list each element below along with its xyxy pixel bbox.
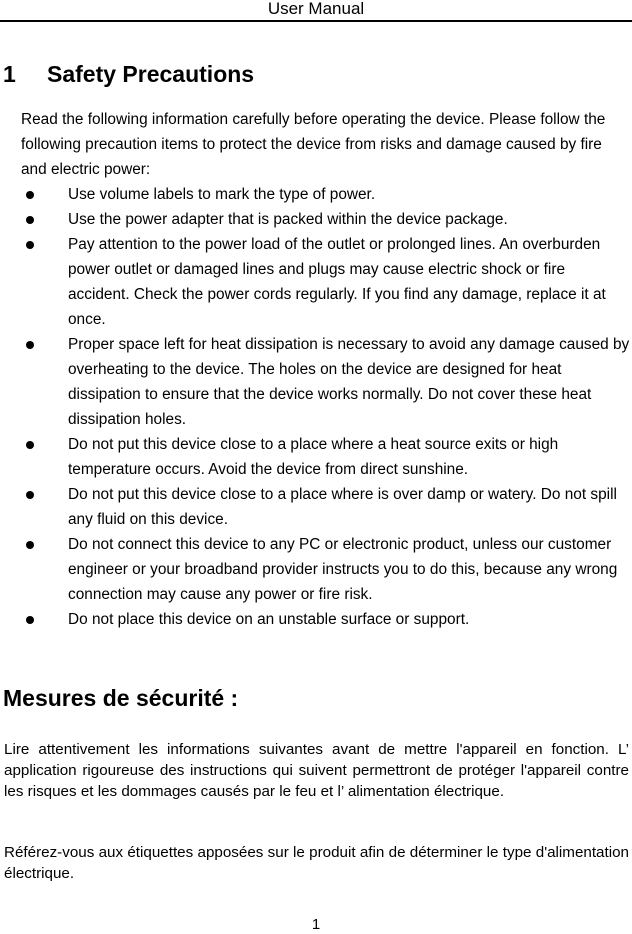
section-number: 1 (3, 61, 16, 87)
precaution-list (21, 182, 630, 632)
list-item: Use volume labels to mark the type of power. (21, 182, 630, 207)
section-title: Safety Precautions (47, 61, 255, 87)
header-title: User Manual (267, 0, 365, 18)
section-heading-safety (3, 60, 254, 88)
list-item: Do not put this device close to a place where a heat source exits or high temperature occurs. Avoid the device from direct sunshine. (21, 432, 630, 482)
bullet-icon (26, 441, 34, 449)
french-paragraph-1: Lire attentivement les informations suivantes avant de mettre l'appareil en fonction. L’ application rigoureuse des instructions qui suivent permettront de protéger l'appareil contre les risques et les dommages causés par le feu et l’ alimentation électrique. (4, 741, 629, 800)
list-item: Pay attention to the power load of the outlet or prolonged lines. An overburden power outlet or damaged lines and plugs may cause electric shock or fire accident. Check the power cords regularly. If you find any damage, replace it at once. (21, 232, 630, 332)
bullet-icon (26, 341, 34, 349)
bullet-icon (26, 491, 34, 499)
french-section-heading: Mesures de sécurité : (3, 685, 239, 711)
bullet-icon (26, 616, 34, 624)
bullet-icon (26, 216, 34, 224)
list-item: Do not place this device on an unstable surface or support. (21, 607, 630, 632)
list-item: Do not connect this device to any PC or electronic product, unless our customer engineer or your broadband provider instructs you to do this, because any wrong connection may cause any power or fire risk. (21, 532, 630, 607)
page-number: 1 (311, 916, 321, 933)
intro-paragraph: Read the following information carefully before operating the device. Please follow the following precaution items to protect the device from risks and damage caused by fire and electric power: (21, 111, 606, 178)
bullet-icon (26, 541, 34, 549)
list-item: Do not put this device close to a place where is over damp or watery. Do not spill any fluid on this device. (21, 482, 630, 532)
bullet-icon (26, 241, 34, 249)
bullet-icon (26, 191, 34, 199)
page-header (0, 0, 632, 22)
list-item: Proper space left for heat dissipation is necessary to avoid any damage caused by overheating to the device. The holes on the device are designed for heat dissipation to ensure that the device works normally. Do not cover these heat dissipation holes. (21, 332, 630, 432)
french-paragraph-2: Référez-vous aux étiquettes apposées sur le produit afin de déterminer le type d'alimentation électrique. (4, 844, 629, 882)
list-item: Use the power adapter that is packed within the device package. (21, 207, 630, 232)
